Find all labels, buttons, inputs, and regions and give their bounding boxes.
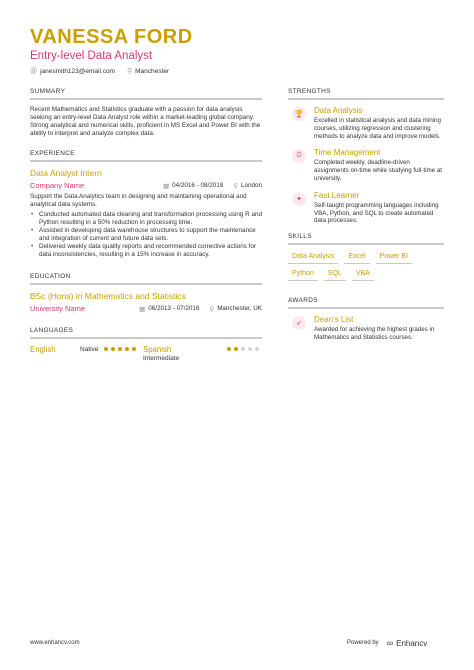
strength-desc: Excelled in statistical analysis and data mining courses, utilizing regression and clustering methods to analyze data and improve models. bbox=[314, 117, 441, 140]
rating-dot bbox=[241, 347, 245, 351]
email-text[interactable]: janesmith123@email.com bbox=[40, 67, 115, 75]
trophy-icon: 🏆 bbox=[292, 107, 306, 121]
list-item: • Assisted in developing data warehouse structures to support the maintenance and integration of current and future data sets. bbox=[30, 227, 262, 243]
strengths-heading: STRENGTHS bbox=[288, 88, 444, 100]
strength-desc: Self-taught programming languages including VBA, Python, and SQL to create automated data processes. bbox=[314, 201, 439, 225]
language-name: Spanish bbox=[143, 345, 172, 354]
strength-item bbox=[288, 148, 444, 182]
calendar-icon: ▦ bbox=[139, 305, 146, 313]
candidate-title: Entry-level Data Analyst bbox=[30, 50, 153, 62]
education-location: Manchester, UK bbox=[217, 305, 262, 312]
education-section bbox=[30, 273, 262, 313]
skill-tag: Power BI bbox=[376, 251, 412, 264]
languages-row bbox=[30, 345, 262, 362]
skills-heading: SKILLS bbox=[288, 233, 444, 245]
rating-dot bbox=[125, 347, 129, 351]
wand-icon: ✦ bbox=[292, 192, 306, 206]
job-location: London bbox=[240, 182, 262, 189]
summary-section bbox=[30, 88, 262, 138]
rating-dot bbox=[227, 347, 231, 351]
brand-name[interactable]: Enhancv bbox=[396, 638, 428, 648]
summary-heading: SUMMARY bbox=[30, 88, 262, 100]
rating-dot bbox=[234, 347, 238, 351]
skill-tag: SQL bbox=[324, 268, 346, 281]
language-english bbox=[30, 345, 143, 354]
clock-icon: ⏱ bbox=[292, 149, 306, 163]
email-item bbox=[30, 68, 115, 75]
list-item: • Delivered weekly data quality reports and recommended corrective actions for data inconsistencies, resulting in a 15% increase in accuracy. bbox=[30, 243, 262, 259]
awards-heading: AWARDS bbox=[288, 297, 444, 309]
language-level: Native bbox=[80, 346, 99, 353]
strength-item bbox=[288, 191, 444, 225]
experience-section bbox=[30, 150, 262, 259]
strength-title: Time Management bbox=[314, 148, 381, 158]
at-icon: @ bbox=[30, 67, 38, 75]
skill-tag: Data Analysis bbox=[288, 251, 338, 264]
degree-title: BSc (Hons) in Mathematics and Statistics bbox=[30, 291, 186, 301]
strengths-section bbox=[288, 88, 444, 225]
skill-tag: Python bbox=[288, 268, 318, 281]
company-name: Company Name bbox=[30, 181, 85, 190]
education-meta bbox=[139, 305, 262, 313]
left-column bbox=[30, 88, 262, 362]
skills-tags bbox=[288, 251, 444, 285]
job-description: Support the Data Analytics team in designing and maintaining operational and analytical data systems. bbox=[30, 193, 247, 208]
contact-row bbox=[30, 67, 181, 75]
awards-section bbox=[288, 297, 444, 342]
language-rating bbox=[104, 347, 139, 351]
language-spanish bbox=[143, 345, 262, 362]
right-column bbox=[288, 88, 444, 350]
strength-desc: Completed weekly, deadline-driven assignments on-time while studying full-time at university. bbox=[314, 159, 442, 182]
location-pin-icon: ⚲ bbox=[209, 305, 215, 313]
location-item bbox=[127, 67, 169, 75]
footer-brand bbox=[347, 638, 427, 648]
award-item bbox=[288, 315, 444, 342]
calendar-icon: ▦ bbox=[162, 182, 170, 190]
language-rating bbox=[227, 347, 262, 351]
strength-item bbox=[288, 106, 444, 140]
job-bullets bbox=[30, 211, 262, 259]
rating-dot bbox=[255, 347, 259, 351]
rocket-icon: ➶ bbox=[292, 316, 306, 330]
summary-text: Recent Mathematics and Statistics graduate with a passion for data analysis seeking an entry-level Data Analyst role within a market-leading global company. Strong analytical and numerical skills, proficient in MS Excel and Power BI with the ability to interpret and analyze complex data. bbox=[30, 106, 261, 137]
award-desc: Awarded for achieving the highest grades in Mathematics and Statistics courses. bbox=[314, 326, 435, 341]
job-meta-row bbox=[30, 181, 262, 190]
education-heading: EDUCATION bbox=[30, 273, 262, 285]
education-meta-row bbox=[30, 304, 262, 313]
rating-dot bbox=[132, 347, 136, 351]
location-pin-icon: ⚲ bbox=[127, 68, 133, 75]
strength-title: Fast Learner bbox=[314, 190, 360, 200]
location-text: Manchester bbox=[135, 67, 170, 75]
location-pin-icon: ⚲ bbox=[233, 182, 238, 190]
candidate-name: VANESSA FORD bbox=[30, 26, 193, 48]
rating-dot bbox=[248, 347, 252, 351]
language-name: English bbox=[30, 345, 56, 354]
award-title: Dean's List bbox=[314, 315, 354, 325]
strength-title: Data Analysis bbox=[314, 106, 363, 115]
job-title: Data Analyst Intern bbox=[30, 168, 102, 178]
rating-dot bbox=[118, 347, 122, 351]
enhancv-logo-icon: ∞ bbox=[386, 638, 394, 648]
skill-tag: VBA bbox=[352, 268, 374, 281]
footer-url[interactable]: www.enhancv.com bbox=[30, 640, 80, 646]
education-dates: 06/2013 - 07/2016 bbox=[148, 305, 200, 312]
job-entry bbox=[30, 168, 262, 259]
job-meta bbox=[163, 182, 262, 190]
rating-dot bbox=[111, 347, 115, 351]
list-item: • Conducted automated data cleaning and transformation processing using R and Python resulting in a 50% reduction in processing time. bbox=[30, 211, 262, 227]
skills-section bbox=[288, 233, 444, 285]
school-name: University Name bbox=[30, 304, 86, 313]
experience-heading: EXPERIENCE bbox=[30, 150, 262, 162]
powered-by-text: Powered by bbox=[347, 640, 379, 646]
language-level: Intermediate bbox=[143, 355, 180, 362]
rating-dot bbox=[104, 347, 108, 351]
skill-tag: Excel bbox=[344, 251, 369, 264]
job-dates: 04/2016 - 08/2018 bbox=[172, 182, 224, 189]
languages-section bbox=[30, 327, 262, 362]
languages-heading: LANGUAGES bbox=[30, 327, 262, 339]
